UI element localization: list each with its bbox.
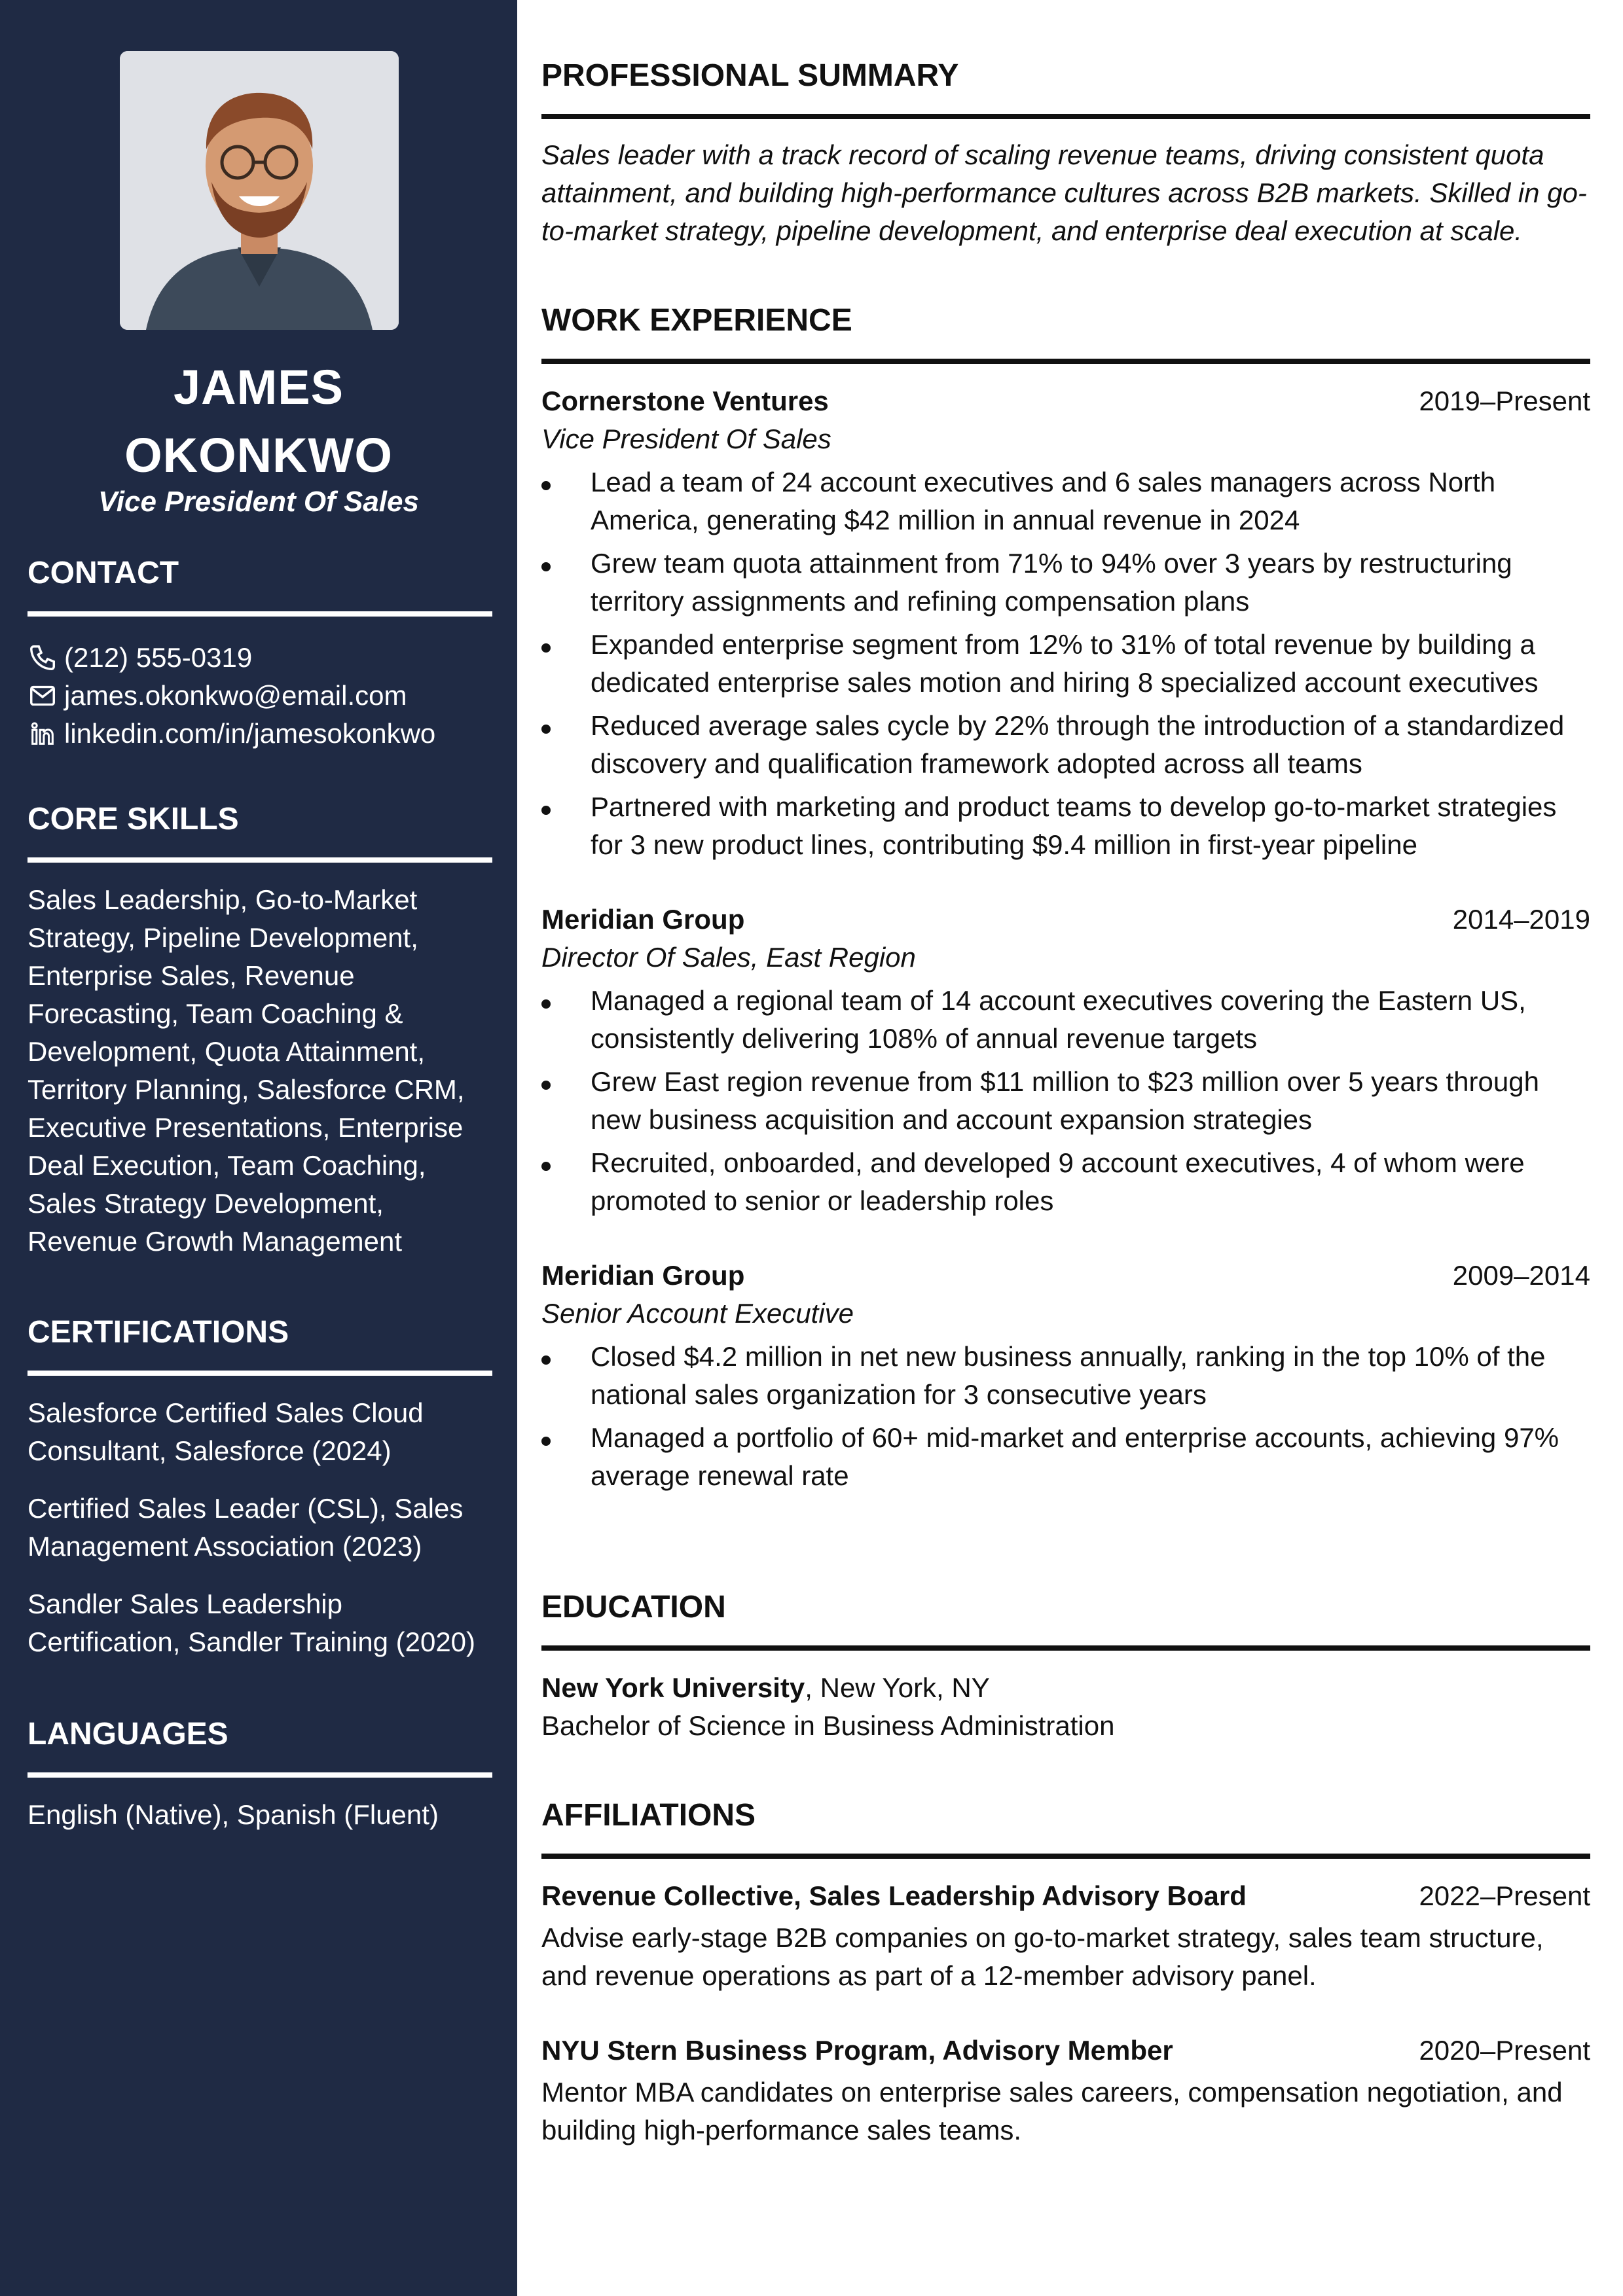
languages-text: English (Native), Spanish (Fluent) (27, 1799, 439, 1830)
bullet-dot (541, 725, 551, 734)
job-dates: 2019–Present (1419, 386, 1590, 416)
affiliation-entry (541, 1877, 1590, 1995)
section-divider (541, 1854, 1590, 1859)
candidate-title: Vice President Of Sales (98, 486, 419, 518)
bullet-dot (541, 481, 551, 490)
linkedin-text: linkedin.com/in/jamesokonkwo (64, 718, 436, 749)
email-text: james.okonkwo@email.com (64, 680, 407, 711)
bullet-dot (541, 1081, 551, 1090)
section-divider (27, 611, 492, 617)
section-divider (541, 114, 1590, 119)
profile-photo (120, 51, 399, 330)
summary-section (541, 56, 1590, 250)
bullet-dot (541, 999, 551, 1009)
education-school-line (541, 1669, 1590, 1707)
contact-email[interactable] (27, 677, 492, 715)
section-divider (27, 857, 492, 863)
certification-item: Sandler Sales Leadership Certification, Sandler Training (2020) (27, 1588, 476, 1657)
mail-icon (27, 681, 58, 711)
phone-text: (212) 555-0319 (64, 642, 253, 673)
affiliations-section (541, 1796, 1590, 2149)
affiliations-heading: AFFILIATIONS (541, 1798, 756, 1833)
job-company: Meridian Group (541, 1260, 745, 1291)
job-bullet: Managed a portfolio of 60+ mid-market and enterprise accounts, achieving 97% average renewal rate (541, 1419, 1590, 1495)
summary-heading: PROFESSIONAL SUMMARY (541, 58, 959, 93)
job-bullet: Grew East region revenue from $11 million to $23 million over 5 years through new business acquisition and account expansion strategies (541, 1063, 1590, 1139)
education-section (541, 1588, 1590, 1745)
job-entry (541, 901, 1590, 1220)
job-bullet: Recruited, onboarded, and developed 9 account executives, 4 of whom were promoted to senior or leadership roles (541, 1144, 1590, 1220)
job-entry (541, 382, 1590, 864)
job-dates: 2014–2019 (1452, 904, 1590, 935)
education-degree: Bachelor of Science in Business Administration (541, 1710, 1115, 1741)
affiliation-entry (541, 2032, 1590, 2149)
education-school: New York University (541, 1672, 805, 1703)
section-divider (27, 1772, 492, 1778)
affiliation-description: Mentor MBA candidates on enterprise sales careers, compensation negotiation, and building high-performance sales teams. (541, 2077, 1563, 2145)
bullet-dot (541, 562, 551, 571)
sidebar (0, 0, 517, 2296)
certifications-heading: CERTIFICATIONS (27, 1315, 289, 1350)
affiliation-name: Revenue Collective, Sales Leadership Advisory Board (541, 1880, 1247, 1911)
contact-section (27, 554, 492, 753)
section-divider (27, 1371, 492, 1376)
affiliation-description: Advise early-stage B2B companies on go-to-market strategy, sales team structure, and revenue operations as part of a 12-member advisory panel. (541, 1922, 1544, 1991)
job-company: Cornerstone Ventures (541, 386, 829, 416)
experience-heading: WORK EXPERIENCE (541, 303, 852, 338)
job-bullet: Managed a regional team of 14 account executives covering the Eastern US, consistently delivering 108% of annual revenue targets (541, 982, 1590, 1058)
job-bullet: Partnered with marketing and product teams to develop go-to-market strategies for 3 new product lines, contributing $9.4 million in first-year pipeline (541, 788, 1590, 864)
job-dates: 2009–2014 (1452, 1260, 1590, 1291)
job-bullet: Lead a team of 24 account executives and 6 sales managers across North America, generating $42 million in annual revenue in 2024 (541, 463, 1590, 539)
affiliation-dates: 2022–Present (1419, 1880, 1590, 1911)
job-role: Director Of Sales, East Region (541, 942, 916, 973)
bullet-dot (541, 1355, 551, 1365)
section-divider (541, 359, 1590, 364)
experience-section (541, 301, 1590, 1500)
candidate-name: JAMES OKONKWO (124, 360, 393, 482)
bullet-dot (541, 1437, 551, 1446)
languages-heading: LANGUAGES (27, 1717, 228, 1751)
certification-item: Certified Sales Leader (CSL), Sales Management Association (2023) (27, 1493, 464, 1562)
contact-phone[interactable] (27, 639, 492, 677)
job-bullet: Reduced average sales cycle by 22% through the introduction of a standardized discovery and qualification framework adopted across all teams (541, 707, 1590, 783)
affiliation-dates: 2020–Present (1419, 2035, 1590, 2066)
bullet-dot (541, 1162, 551, 1171)
skills-section (27, 800, 492, 1261)
contact-linkedin[interactable] (27, 715, 492, 753)
job-bullet: Expanded enterprise segment from 12% to 31% of total revenue by building a dedicated enterprise sales motion and hiring 8 specialized account executives (541, 626, 1590, 702)
section-divider (541, 1645, 1590, 1651)
phone-icon (27, 643, 58, 673)
bullet-dot (541, 643, 551, 653)
certification-item: Salesforce Certified Sales Cloud Consultant, Salesforce (2024) (27, 1397, 424, 1466)
summary-text: Sales leader with a track record of scaling revenue teams, driving consistent quota attainment, and building high-performance cultures across B2B markets. Skilled in go-to-market strategy, pipeline development, and enterprise deal execution at scale. (541, 139, 1587, 246)
job-bullet: Closed $4.2 million in net new business annually, ranking in the top 10% of the national sales organization for 3 consecutive years (541, 1338, 1590, 1414)
skills-text: Sales Leadership, Go-to-Market Strategy, Pipeline Development, Enterprise Sales, Revenue Forecasting, Team Coaching & Development, Quota Attainment, Territory Planning, Salesforce CRM, Executive Presentations, Enterprise Deal Execution, Team Coaching, Sales Strategy Development, Revenue Growth Management (27, 884, 465, 1257)
job-bullet: Grew team quota attainment from 71% to 94% over 3 years by restructuring territory assignments and refining compensation plans (541, 545, 1590, 620)
education-location: , New York, NY (805, 1672, 990, 1703)
affiliation-name: NYU Stern Business Program, Advisory Member (541, 2035, 1173, 2066)
job-company: Meridian Group (541, 904, 745, 935)
certifications-section (27, 1313, 492, 1681)
skills-heading: CORE SKILLS (27, 802, 239, 836)
bullet-dot (541, 806, 551, 815)
education-heading: EDUCATION (541, 1590, 726, 1624)
job-role: Senior Account Executive (541, 1298, 854, 1329)
contact-heading: CONTACT (27, 556, 179, 590)
languages-section (27, 1715, 492, 1834)
job-role: Vice President Of Sales (541, 423, 831, 454)
job-entry (541, 1257, 1590, 1495)
linkedin-icon (27, 719, 58, 749)
